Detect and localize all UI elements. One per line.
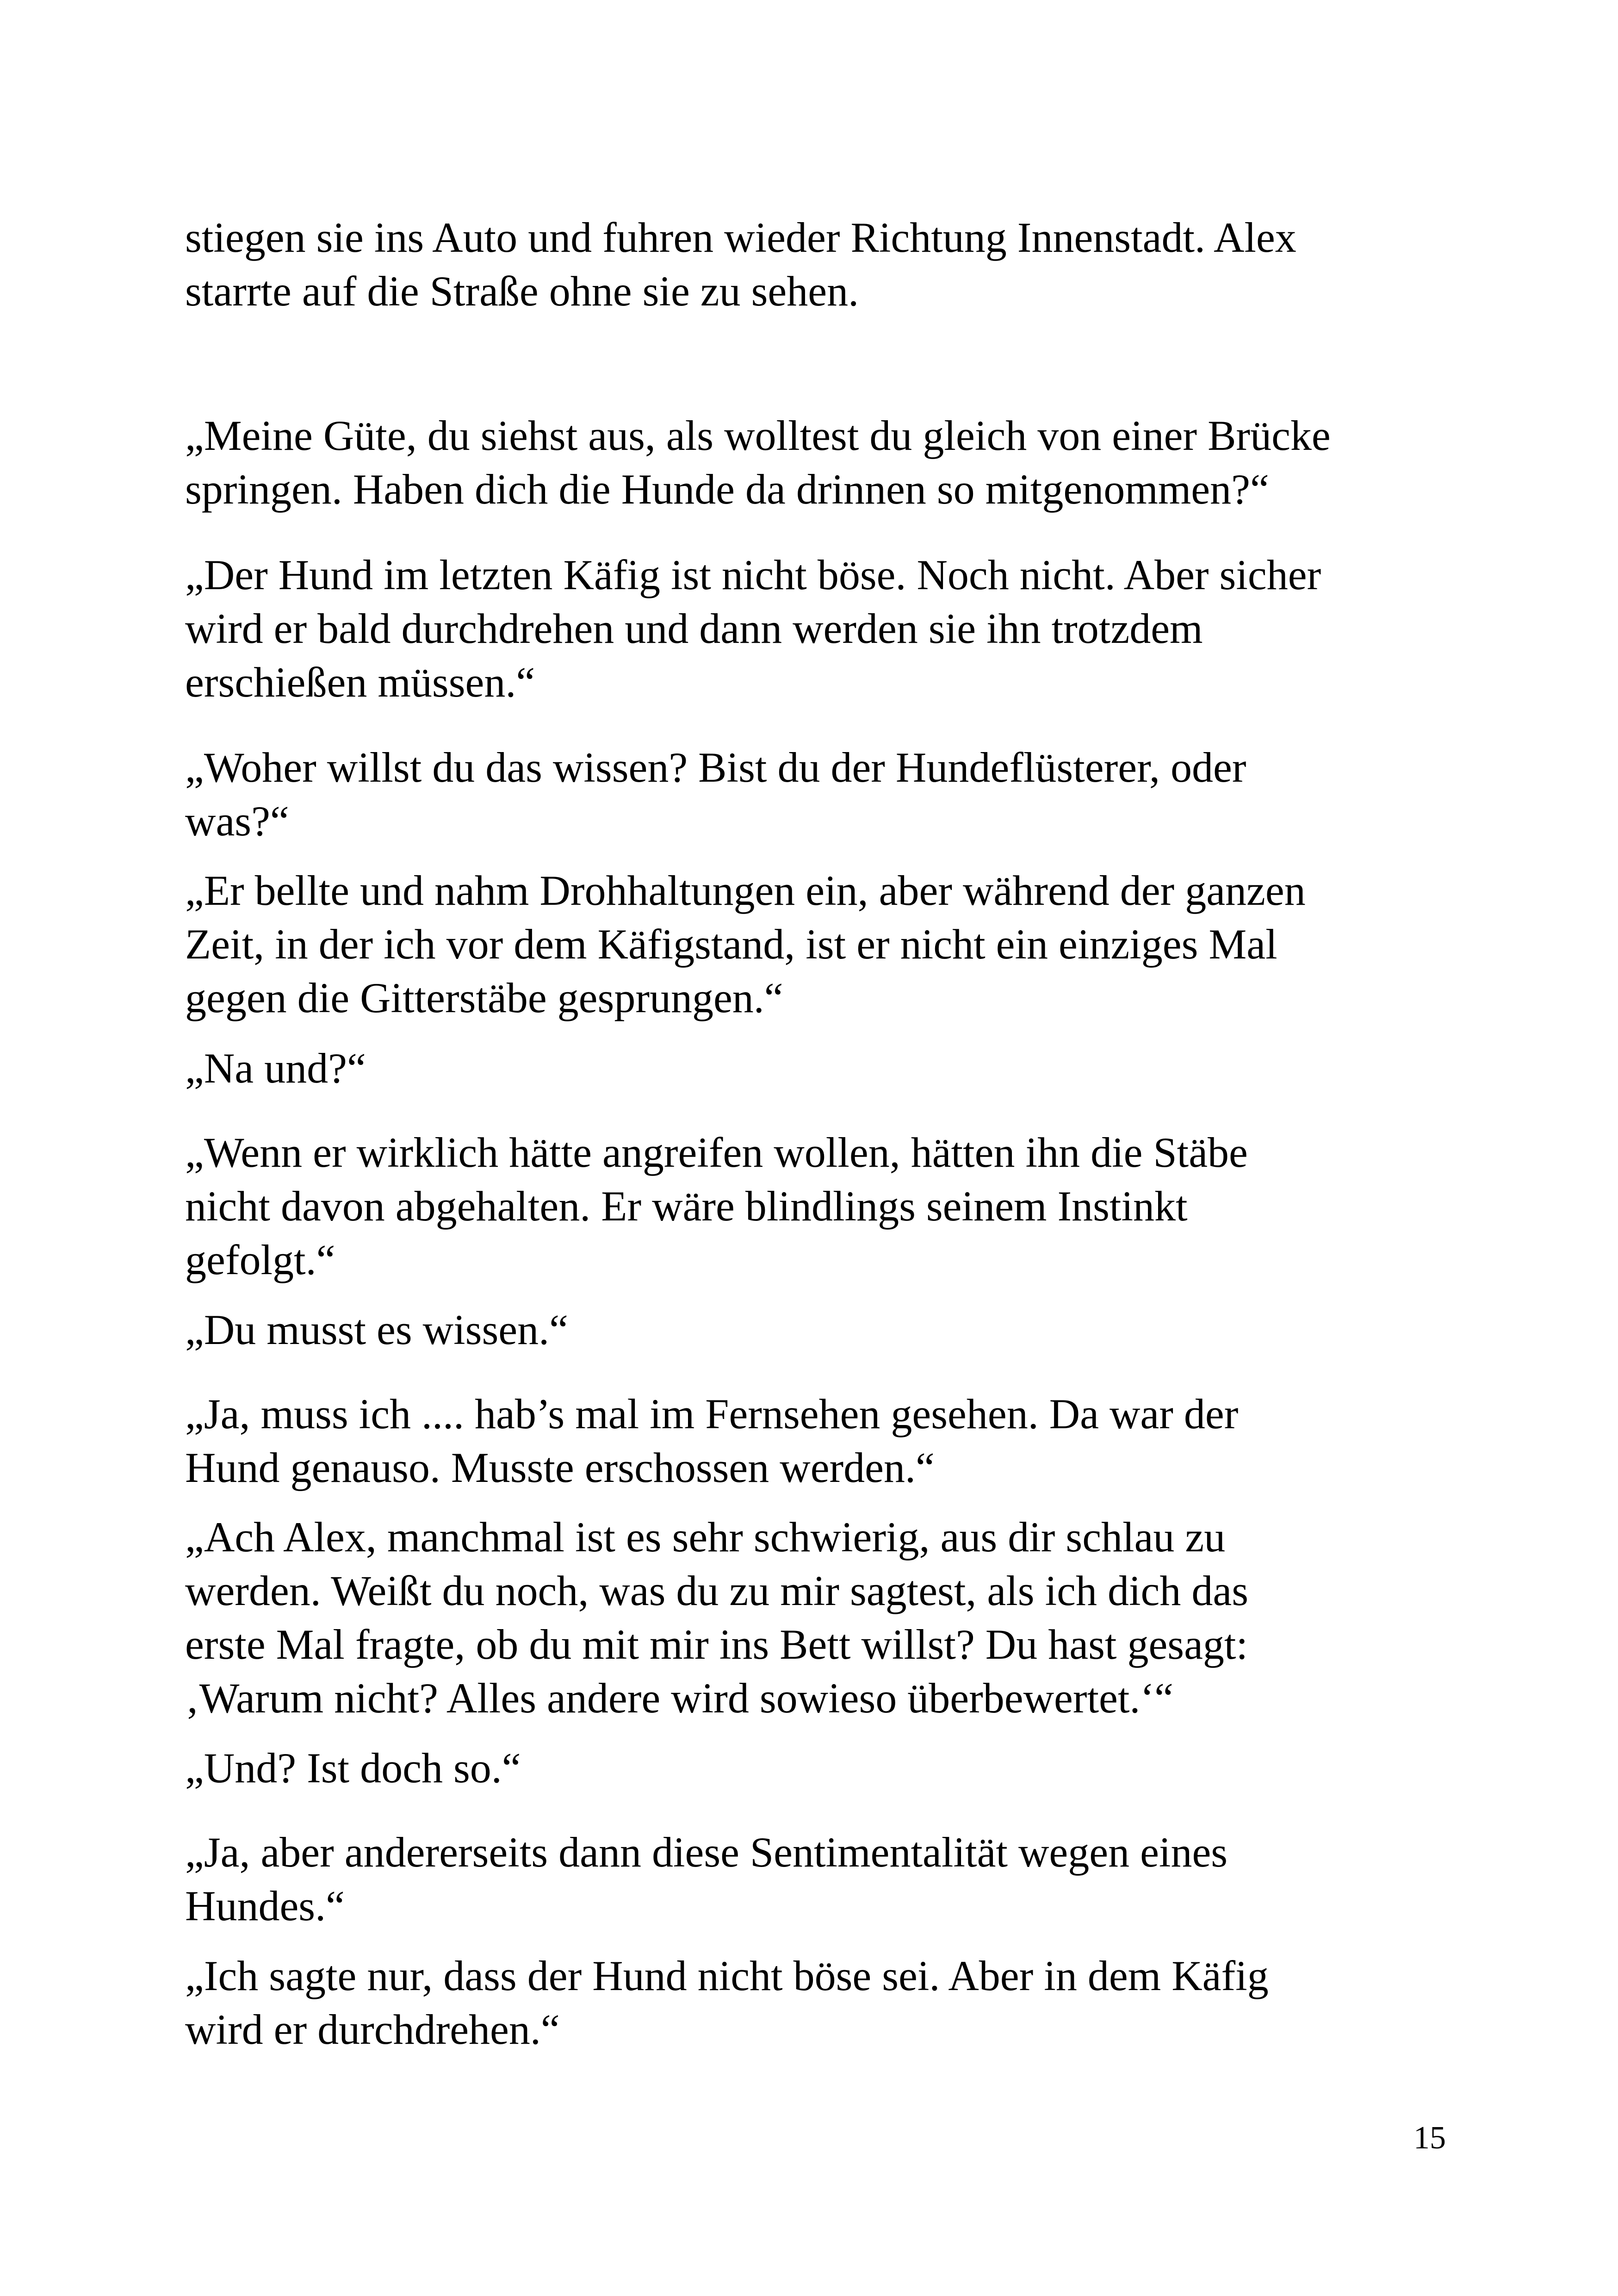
text-line: was?“ <box>185 797 289 845</box>
text-line: „Ach Alex, manchmal ist es sehr schwierig, aus dir schlau zu <box>185 1513 1226 1561</box>
text-line: „Der Hund im letzten Käfig ist nicht böse. Noch nicht. Aber sicher <box>185 551 1321 598</box>
text-line: „Ja, muss ich .... hab’s mal im Fernsehen gesehen. Da war der <box>185 1390 1239 1437</box>
text-line: „Er bellte und nahm Drohhaltungen ein, aber während der ganzen <box>185 867 1306 914</box>
text-line: „Wenn er wirklich hätte angreifen wollen, hätten ihn die Stäbe <box>185 1129 1248 1176</box>
text-line: „Du musst es wissen.“ <box>185 1306 568 1353</box>
text-line: wird er durchdrehen.“ <box>185 2006 560 2053</box>
text-line: gefolgt.“ <box>185 1236 335 1283</box>
text-line: starrte auf die Straße ohne sie zu sehen. <box>185 268 859 315</box>
text-line: ‚Warum nicht? Alles andere wird sowieso überbewertet.‘“ <box>185 1674 1173 1722</box>
text-line: nicht davon abgehalten. Er wäre blindlings seinem Instinkt <box>185 1182 1188 1230</box>
text-line: gegen die Gitterstäbe gesprungen.“ <box>185 974 783 1021</box>
text-line: wird er bald durchdrehen und dann werden sie ihn trotzdem <box>185 605 1203 652</box>
text-line: „Und? Ist doch so.“ <box>185 1744 521 1792</box>
text-line: werden. Weißt du noch, was du zu mir sagtest, als ich dich das <box>185 1567 1249 1614</box>
text-line: „Meine Güte, du siehst aus, als wolltest du gleich von einer Brücke <box>185 412 1331 459</box>
text-line: „Ich sagte nur, dass der Hund nicht böse sei. Aber in dem Käfig <box>185 1952 1269 1999</box>
text-line: „Woher willst du das wissen? Bist du der Hundeflüsterer, oder <box>185 744 1246 791</box>
text-line: stiegen sie ins Auto und fuhren wieder Richtung Innenstadt. Alex <box>185 214 1296 261</box>
page-number: 15 <box>1413 2120 1446 2156</box>
text-line: Hundes.“ <box>185 1882 345 1929</box>
text-line: Zeit, in der ich vor dem Käfigstand, ist er nicht ein einziges Mal <box>185 921 1277 968</box>
text-line: erschießen müssen.“ <box>185 659 535 706</box>
text-line: „Ja, aber andererseits dann diese Sentimentalität wegen eines <box>185 1829 1228 1876</box>
text-line: Hund genauso. Musste erschossen werden.“ <box>185 1444 935 1491</box>
text-line: erste Mal fragte, ob du mit mir ins Bett willst? Du hast gesagt: <box>185 1621 1248 1668</box>
text-line: springen. Haben dich die Hunde da drinnen so mitgenommen?“ <box>185 466 1269 513</box>
text-line: „Na und?“ <box>185 1045 366 1092</box>
